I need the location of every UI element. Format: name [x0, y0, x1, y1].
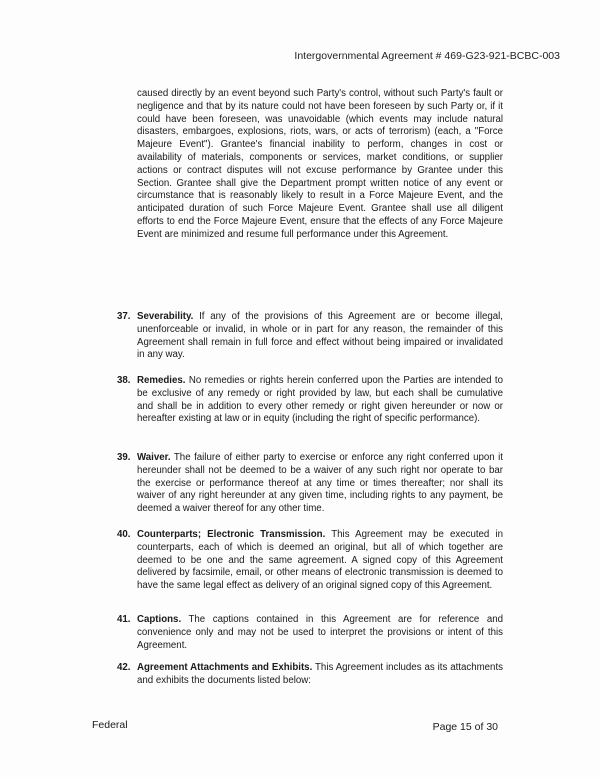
section-number: 38. — [117, 375, 131, 386]
section-42-attachments — [117, 662, 503, 688]
section-body — [137, 614, 503, 652]
section-body — [137, 529, 503, 593]
force-majeure-continuation: caused directly by an event beyond such Party's control, without such Party's fault or negligence and that by its nature could not have been foreseen by such Party or, if it could have been foreseen, was unavoidable (which events may include natural disasters, embargoes, explosions, riots, wars, or acts of terrorism) (each, a "Force Majeure Event"). Grantee's financial inability to perform, changes in cost or availability of materials, components or services, market conditions, or supplier actions or contract disputes will not excuse performance by Grantee under this Section. Grantee shall give the Department prompt written notice of any event or circumstance that is reasonably likely to result in a Force Majeure Event, and the anticipated duration of such Force Majeure Event. Grantee shall use all diligent efforts to end the Force Majeure Event, ensure that the effects of any Force Majeure Event are minimized and resume full performance under this Agreement. — [137, 88, 503, 240]
section-41-captions — [117, 614, 503, 652]
section-38-remedies — [117, 375, 503, 426]
section-text: If any of the provisions of this Agreement are or become illegal, unenforceable or invalid, in whole or in part for any reason, the remainder of this Agreement shall remain in full force and effect without being impaired or invalidated in any way. — [137, 311, 503, 361]
agreement-number-header: Intergovernmental Agreement # 469-G23-921-BCBC-003 — [294, 50, 560, 62]
section-body — [137, 375, 503, 426]
section-40-counterparts — [117, 529, 503, 593]
footer-page-number: Page 15 of 30 — [432, 721, 498, 733]
section-text: The captions contained in this Agreement are for reference and convenience only and may not be used to interpret the provisions or intent of this Agreement. — [137, 614, 503, 651]
section-number: 39. — [117, 452, 131, 463]
section-body — [137, 662, 503, 688]
section-heading: Waiver. — [137, 452, 171, 463]
section-39-waiver — [117, 452, 503, 516]
section-heading: Remedies. — [137, 375, 186, 386]
section-text: The failure of either party to exercise or enforce any right conferred upon it hereunder shall not be deemed to be a waiver of any such right nor operate to bar the exercise or performance thereof at any time or times thereafter; nor shall its waiver of any right hereunder at any given time, including rights to any payment, be deemed a waiver thereof for any other time. — [137, 452, 503, 515]
section-number: 40. — [117, 529, 131, 540]
footer-federal-label: Federal — [92, 719, 128, 731]
section-number: 42. — [117, 662, 131, 673]
section-body — [137, 452, 503, 516]
section-heading: Agreement Attachments and Exhibits. — [137, 662, 313, 673]
section-number: 37. — [117, 311, 131, 322]
section-37-severability — [117, 311, 503, 362]
section-text: This Agreement includes as its attachments and exhibits the documents listed below: — [137, 662, 503, 686]
section-text: No remedies or rights herein conferred upon the Parties are intended to be exclusive of any remedy or right provided by law, but each shall be cumulative and shall be in addition to every other remedy or right given hereunder or now or hereafter existing at law or in equity (including the right of specific performance). — [137, 375, 503, 425]
section-text: This Agreement may be executed in counterparts, each of which is deemed an original, but all of which together are deemed to be one and the same agreement. A signed copy of this Agreement delivered by facsimile, email, or other means of electronic transmission is deemed to have the same legal effect as delivery of an original signed copy of this Agreement. — [137, 529, 503, 592]
section-heading: Captions. — [137, 614, 182, 625]
section-heading: Counterparts; Electronic Transmission. — [137, 529, 326, 540]
section-number: 41. — [117, 614, 131, 625]
section-heading: Severability. — [137, 311, 194, 322]
section-body — [137, 311, 503, 362]
